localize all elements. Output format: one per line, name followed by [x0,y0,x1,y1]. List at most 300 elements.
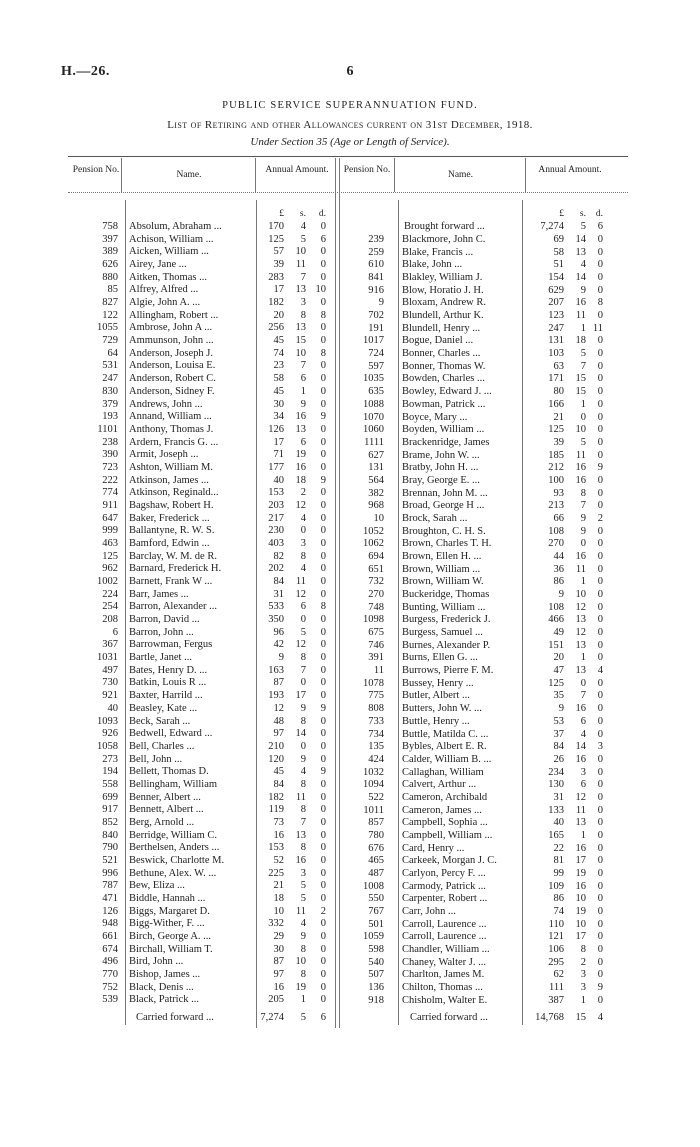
left-amount-shillings: 6 [300,601,306,613]
left-pension-no: 1031 [97,652,118,664]
left-pension-no: 1002 [97,576,118,588]
left-pensioner-name: Absolum, Abraham ... [129,221,222,232]
right-amount-pounds: 108 [548,525,564,537]
left-pensioner-name: Beasley, Kate ... [129,702,198,714]
right-amount-shillings: 0 [580,677,586,689]
right-amount-pounds: 130 [548,779,564,791]
left-amount-shillings: 6 [300,436,306,448]
right-amount-pence: 0 [597,538,603,550]
right-amount-pounds: 63 [553,360,564,372]
right-amount-pence: 8 [597,297,603,309]
right-amount-pence: 0 [597,525,603,537]
left-pension-no: 40 [107,702,118,714]
left-amount-shillings: 8 [300,309,306,321]
left-amount-pounds: 332 [268,918,284,930]
right-amount-pence: 0 [597,310,603,322]
left-pensioner-name: Batkin, Louis R ... [129,677,207,689]
right-pension-no: 627 [368,449,384,461]
left-pensioner-name: Bigg-Wither, F. ... [129,918,205,930]
right-amount-shillings: 1 [580,322,586,334]
right-pension-no: 9 [378,297,384,309]
page-number: 6 [346,64,354,79]
left-pensioner-name: Barron, John ... [129,626,194,638]
left-amount-shillings: 12 [295,588,306,600]
right-pension-no: 501 [368,918,384,930]
left-pensioner-name: Bird, John ... [129,956,184,968]
left-pension-no: 674 [102,943,118,955]
right-pensioner-name: Blackmore, John C. [402,234,486,245]
left-amount-pence: 0 [320,385,326,397]
left-pension-no: 397 [102,233,118,245]
left-pensioner-name: Birch, George A. ... [129,931,212,943]
right-amount-shillings: 16 [575,297,586,309]
left-pensioner-name: Bagshaw, Robert H. [129,499,214,511]
right-pension-no: 1088 [363,398,384,410]
carried-forward-left-pounds: 7,274 [260,1012,284,1023]
left-amount-pounds: 203 [268,499,284,511]
right-pension-no: 1032 [363,766,384,778]
carried-forward-right-label: Carried forward ... [410,1012,488,1023]
right-amount-pounds: 35 [553,690,564,702]
right-amount-pence: 0 [597,880,603,892]
right-pensioner-name: Blake, John ... [402,259,463,271]
header-name-right: Name. [447,170,474,180]
left-amount-pounds: 177 [268,461,284,473]
right-pension-no: 465 [368,855,384,867]
right-amount-pence: 9 [597,982,603,994]
left-amount-shillings: 0 [300,525,306,537]
right-pensioner-name: Bowman, Patrick ... [402,398,486,410]
right-amount-shillings: 16 [575,474,586,486]
right-amount-shillings: 16 [575,703,586,715]
left-amount-pence: 0 [320,867,326,879]
right-pensioner-name: Brame, John W. ... [402,449,480,461]
right-pension-no: 239 [368,234,384,245]
right-pension-no: 767 [368,906,384,918]
left-pensioner-name: Bethune, Alex. W. ... [129,867,217,879]
right-pension-no: 131 [368,462,384,474]
right-pensioner-name: Bonner, Charles ... [402,348,481,360]
left-pensioner-name: Bennett, Albert ... [129,804,204,816]
left-amount-pence: 9 [320,411,326,423]
right-pension-no: 191 [368,322,384,334]
right-amount-pence: 0 [597,272,603,284]
left-amount-pounds: 82 [273,550,284,562]
left-pensioner-name: Baxter, Harrild ... [129,690,203,702]
left-pensioner-name: Anderson, Robert C. [129,373,216,385]
right-amount-pounds: 21 [553,411,564,423]
right-amount-pounds: 81 [553,855,564,867]
right-pensioner-name: Brock, Sarah ... [402,512,468,524]
right-amount-shillings: 1 [580,994,586,1006]
right-amount-pence: 0 [597,969,603,981]
right-amount-shillings: 15 [575,386,586,398]
right-pensioner-name: Burgess, Samuel ... [402,627,483,639]
right-amount-pence: 0 [597,677,603,689]
right-pension-no: 597 [368,360,384,372]
left-amount-shillings: 4 [300,918,306,930]
left-amount-pounds: 30 [273,398,284,410]
document-title: PUBLIC SERVICE SUPERANNUATION FUND. [222,100,478,111]
right-pensioner-name: Chaney, Walter J. ... [402,956,487,968]
right-amount-pounds: 151 [548,639,564,651]
right-amount-pence: 0 [597,576,603,588]
left-amount-shillings: 6 [300,373,306,385]
right-amount-pounds: 629 [548,284,564,296]
left-amount-pounds: 16 [273,829,284,841]
right-amount-shillings: 13 [575,614,586,626]
right-amount-pounds: 22 [553,842,564,854]
right-pension-no: 550 [368,893,384,905]
right-amount-pounds: 69 [553,234,564,245]
right-amount-pounds: 212 [548,462,564,474]
right-amount-shillings: 1 [580,652,586,664]
left-pension-no: 840 [102,829,118,841]
right-amount-shillings: 11 [575,804,586,816]
left-amount-shillings: 17 [295,690,306,702]
right-pensioner-name: Chandler, William ... [402,944,490,956]
right-amount-pence: 0 [597,234,603,245]
right-pension-no: 598 [368,944,384,956]
left-amount-pence: 0 [320,842,326,854]
left-amount-shillings: 12 [295,639,306,651]
left-amount-shillings: 4 [300,221,306,232]
right-amount-pence: 0 [597,690,603,702]
right-pension-no: 487 [368,868,384,879]
left-amount-pounds: 97 [273,728,284,740]
left-pension-no: 273 [102,753,118,765]
right-pension-no: 391 [368,652,384,664]
right-amount-shillings: 3 [580,969,586,981]
left-amount-pence: 8 [320,601,326,613]
left-pension-no: 531 [102,360,118,372]
brought-forward-label: Brought forward ... [404,221,485,232]
right-pension-no: 675 [368,627,384,639]
left-pensioner-name: Bellingham, William [129,778,218,790]
left-amount-pence: 0 [320,423,326,435]
right-amount-shillings: 14 [575,234,586,245]
right-pensioner-name: Bloxam, Andrew R. [402,297,486,309]
left-pensioner-name: Bell, Charles ... [129,740,195,752]
left-amount-shillings: 19 [295,449,306,461]
left-pension-no: 996 [102,867,118,879]
right-amount-pounds: 166 [548,398,564,410]
left-amount-pence: 0 [320,563,326,575]
left-pension-no: 852 [102,816,118,828]
left-amount-pence: 0 [320,956,326,968]
right-pensioner-name: Burnes, Alexander P. [402,639,491,651]
right-pensioner-name: Campbell, Sophia ... [402,817,488,829]
left-pension-no: 999 [102,525,118,537]
right-amount-pence: 0 [597,449,603,461]
left-pensioner-name: Barclay, W. M. de R. [129,550,217,562]
left-amount-shillings: 5 [300,626,306,638]
currency-shilling-right: s. [579,209,586,219]
right-pensioner-name: Buttle, Matilda C. ... [402,728,489,740]
left-amount-pence: 0 [320,373,326,385]
right-amount-pounds: 74 [553,906,564,918]
left-amount-pence: 0 [320,728,326,740]
left-pensioner-name: Barnett, Frank W ... [129,576,213,588]
right-amount-shillings: 8 [580,487,586,499]
carried-forward-left-label: Carried forward ... [136,1012,214,1023]
left-amount-pounds: 182 [268,791,284,803]
header-amount-left: Annual Amount. [265,165,329,175]
right-amount-pence: 0 [597,424,603,436]
left-amount-shillings: 11 [295,905,306,917]
left-amount-shillings: 9 [300,931,306,943]
left-amount-pounds: 217 [268,512,284,524]
left-amount-pence: 0 [320,677,326,689]
right-amount-pence: 0 [597,779,603,791]
left-pensioner-name: Anderson, Joseph J. [129,347,213,359]
left-pension-no: 661 [102,931,118,943]
left-amount-pounds: 283 [268,271,284,283]
left-amount-pounds: 97 [273,969,284,981]
left-pensioner-name: Barron, Alexander ... [129,601,218,613]
left-name-divider [125,200,126,1025]
right-amount-pounds: 99 [553,868,564,879]
right-amount-pounds: 44 [553,551,564,562]
currency-shilling-left: s. [299,209,306,219]
header-amount-right: Annual Amount. [538,165,602,175]
left-amount-shillings: 5 [300,880,306,892]
left-pensioner-name: Bates, Henry D. ... [129,664,208,676]
left-amount-pence: 0 [320,652,326,664]
right-amount-shillings: 13 [575,817,586,829]
right-amount-shillings: 11 [575,310,586,322]
left-amount-shillings: 8 [300,804,306,816]
left-amount-shillings: 0 [300,614,306,626]
right-pensioner-name: Carroll, Laurence ... [402,931,487,943]
right-amount-pounds: 100 [548,474,564,486]
right-pensioner-name: Bunting, William ... [402,601,486,613]
right-pension-no: 841 [368,272,384,284]
currency-pound-left: £ [279,209,284,219]
left-amount-pounds: 170 [268,221,284,232]
right-amount-pence: 0 [597,829,603,841]
left-amount-pence: 0 [320,360,326,372]
right-amount-shillings: 7 [580,690,586,702]
left-pension-no: 730 [102,677,118,689]
header-pension-no-right: Pension No. [343,165,391,175]
right-pension-no: 540 [368,956,384,968]
left-pensioner-name: Atkinson, Reginald... [129,487,219,499]
left-amount-pence: 0 [320,512,326,524]
left-pension-no: 390 [102,449,118,461]
right-pensioner-name: Card, Henry ... [402,842,465,854]
left-amount-pounds: 87 [273,677,284,689]
left-amount-pence: 0 [320,994,326,1006]
right-amount-pounds: 387 [548,994,564,1006]
right-pensioner-name: Burrows, Pierre F. M. [402,665,494,677]
left-amount-pounds: 12 [273,702,284,714]
right-amount-pence: 0 [597,994,603,1006]
right-amount-pounds: 9 [558,703,564,715]
left-amount-pounds: 9 [278,652,284,664]
right-pensioner-name: Butters, John W. ... [402,703,482,715]
left-pensioner-name: Berridge, William C. [129,829,218,841]
right-amount-pence: 0 [597,436,603,448]
left-pension-no: 1101 [97,423,118,435]
right-pensioner-name: Cameron, James ... [402,804,482,816]
right-pensioner-name: Campbell, William ... [402,829,493,841]
right-amount-shillings: 16 [575,462,586,474]
right-amount-pence: 0 [597,601,603,613]
right-pensioner-name: Chilton, Thomas ... [402,982,483,994]
right-amount-pounds: 49 [553,627,564,639]
right-amount-pence: 0 [597,551,603,562]
right-amount-pounds: 40 [553,817,564,829]
left-pensioner-name: Barr, James ... [129,588,189,600]
left-amount-shillings: 0 [300,740,306,752]
left-pension-no: 647 [102,512,118,524]
right-pension-no: 1070 [363,411,384,423]
right-pension-no: 382 [368,487,384,499]
right-pensioner-name: Blake, Francis ... [402,246,474,258]
right-pensioner-name: Chisholm, Walter E. [402,994,488,1006]
right-pension-no: 968 [368,500,384,512]
left-amount-shillings: 10 [295,246,306,258]
right-amount-pounds: 62 [553,969,564,981]
left-pensioner-name: Barrowman, Fergus [129,639,213,651]
left-amount-shillings: 11 [295,576,306,588]
left-pension-no: 926 [102,728,118,740]
left-pension-no: 126 [102,905,118,917]
header-bottom-rule [68,192,628,193]
right-amount-shillings: 13 [575,246,586,258]
left-amount-pence: 8 [320,347,326,359]
left-amount-shillings: 0 [300,677,306,689]
left-amount-pounds: 84 [273,778,284,790]
left-amount-shillings: 13 [295,829,306,841]
left-pension-no: 254 [102,601,118,613]
left-pension-no: 774 [102,487,118,499]
right-pension-no: 424 [368,753,384,765]
left-amount-pounds: 52 [273,855,284,866]
left-pension-no: 1058 [97,740,118,752]
right-pension-no: 775 [368,690,384,702]
left-amount-pounds: 58 [273,373,284,385]
right-pensioner-name: Buttle, Henry ... [402,715,470,727]
right-pensioner-name: Bowley, Edward J. ... [402,386,492,398]
right-pensioner-name: Bray, George E. ... [402,474,480,486]
right-amount-pence: 0 [597,868,603,879]
left-amount-pounds: 96 [273,626,284,638]
left-pension-no: 85 [107,284,118,296]
left-pensioner-name: Berthelsen, Anders ... [129,842,220,854]
header-name-left: Name. [176,170,202,180]
right-amount-pence: 0 [597,753,603,765]
right-amount-pence: 0 [597,246,603,258]
right-pension-no: 780 [368,829,384,841]
right-amount-pence: 0 [597,411,603,423]
left-amount-pence: 0 [320,740,326,752]
right-pensioner-name: Cameron, Archibald [402,791,488,803]
right-pension-no: 135 [368,741,384,753]
left-amount-pounds: 87 [273,956,284,968]
right-amount-shillings: 14 [575,741,586,753]
left-amount-pence: 0 [320,778,326,790]
left-pensioner-name: Anthony, Thomas J. [129,423,214,435]
right-amount-pence: 0 [597,817,603,829]
left-amount-shillings: 4 [300,512,306,524]
right-amount-pounds: 165 [548,829,564,841]
right-amount-pence: 0 [597,931,603,943]
right-amount-pence: 0 [597,944,603,956]
left-amount-shillings: 10 [295,347,306,359]
left-amount-pounds: 23 [273,360,284,372]
left-amount-pounds: 20 [273,309,284,321]
right-pension-no: 702 [368,310,384,322]
right-pension-no: 522 [368,791,384,803]
right-amount-pounds: 106 [548,944,564,956]
left-amount-pounds: 163 [268,664,284,676]
right-pension-no: 676 [368,842,384,854]
currency-pence-left: d. [318,209,326,219]
right-amount-pounds: 125 [548,677,564,689]
right-amount-pence: 0 [597,474,603,486]
right-amount-shillings: 14 [575,272,586,284]
right-pensioner-name: Calder, William B. ... [402,753,492,765]
right-pensioner-name: Blundell, Henry ... [402,322,481,334]
right-pension-no: 918 [368,994,384,1006]
left-pensioner-name: Alfrey, Alfred ... [129,284,199,296]
left-pension-no: 6 [112,626,118,638]
left-amount-shillings: 4 [300,766,306,778]
right-amount-pounds: 39 [553,436,564,448]
right-amount-shillings: 9 [580,525,586,537]
left-pension-no: 539 [102,994,118,1006]
right-pension-no: 1017 [363,335,384,347]
right-amount-pence: 0 [597,563,603,575]
left-pensioner-name: Ambrose, John A ... [129,322,213,334]
left-pensioner-name: Bartle, Janet ... [129,652,192,664]
left-pensioner-name: Ardern, Francis G. ... [129,436,219,448]
left-pension-no: 521 [102,855,118,866]
left-amount-shillings: 13 [295,322,306,334]
left-amount-pounds: 17 [273,284,284,296]
left-pension-no: 125 [102,550,118,562]
left-amount-pounds: 210 [268,740,284,752]
left-pension-no: 496 [102,956,118,968]
left-amount-pence: 0 [320,538,326,549]
left-amount-pence: 0 [320,829,326,841]
right-pension-no: 746 [368,639,384,651]
right-pensioner-name: Carmody, Patrick ... [402,880,486,892]
left-amount-pounds: 205 [268,994,284,1006]
left-amount-pence: 0 [320,855,326,866]
currency-pound-right: £ [559,209,564,219]
right-pensioner-name: Brennan, John M. ... [402,487,488,499]
left-amount-pounds: 403 [268,538,284,549]
right-amount-pounds: 213 [548,500,564,512]
left-pensioner-name: Bamford, Edwin ... [129,538,210,549]
left-pension-no: 723 [102,461,118,473]
right-amount-pence: 0 [597,284,603,296]
left-amount-pence: 0 [320,931,326,943]
right-pensioner-name: Carr, John ... [402,906,456,918]
left-pension-no: 208 [102,614,118,626]
left-pension-no: 194 [102,766,118,778]
right-pension-no: 1060 [363,424,384,436]
left-pensioner-name: Berg, Arnold ... [129,816,195,828]
right-pension-no: 1059 [363,931,384,943]
left-amount-pounds: 120 [268,753,284,765]
left-amount-pounds: 193 [268,690,284,702]
right-pension-no: 651 [368,563,384,575]
left-amount-pounds: 16 [273,981,284,993]
